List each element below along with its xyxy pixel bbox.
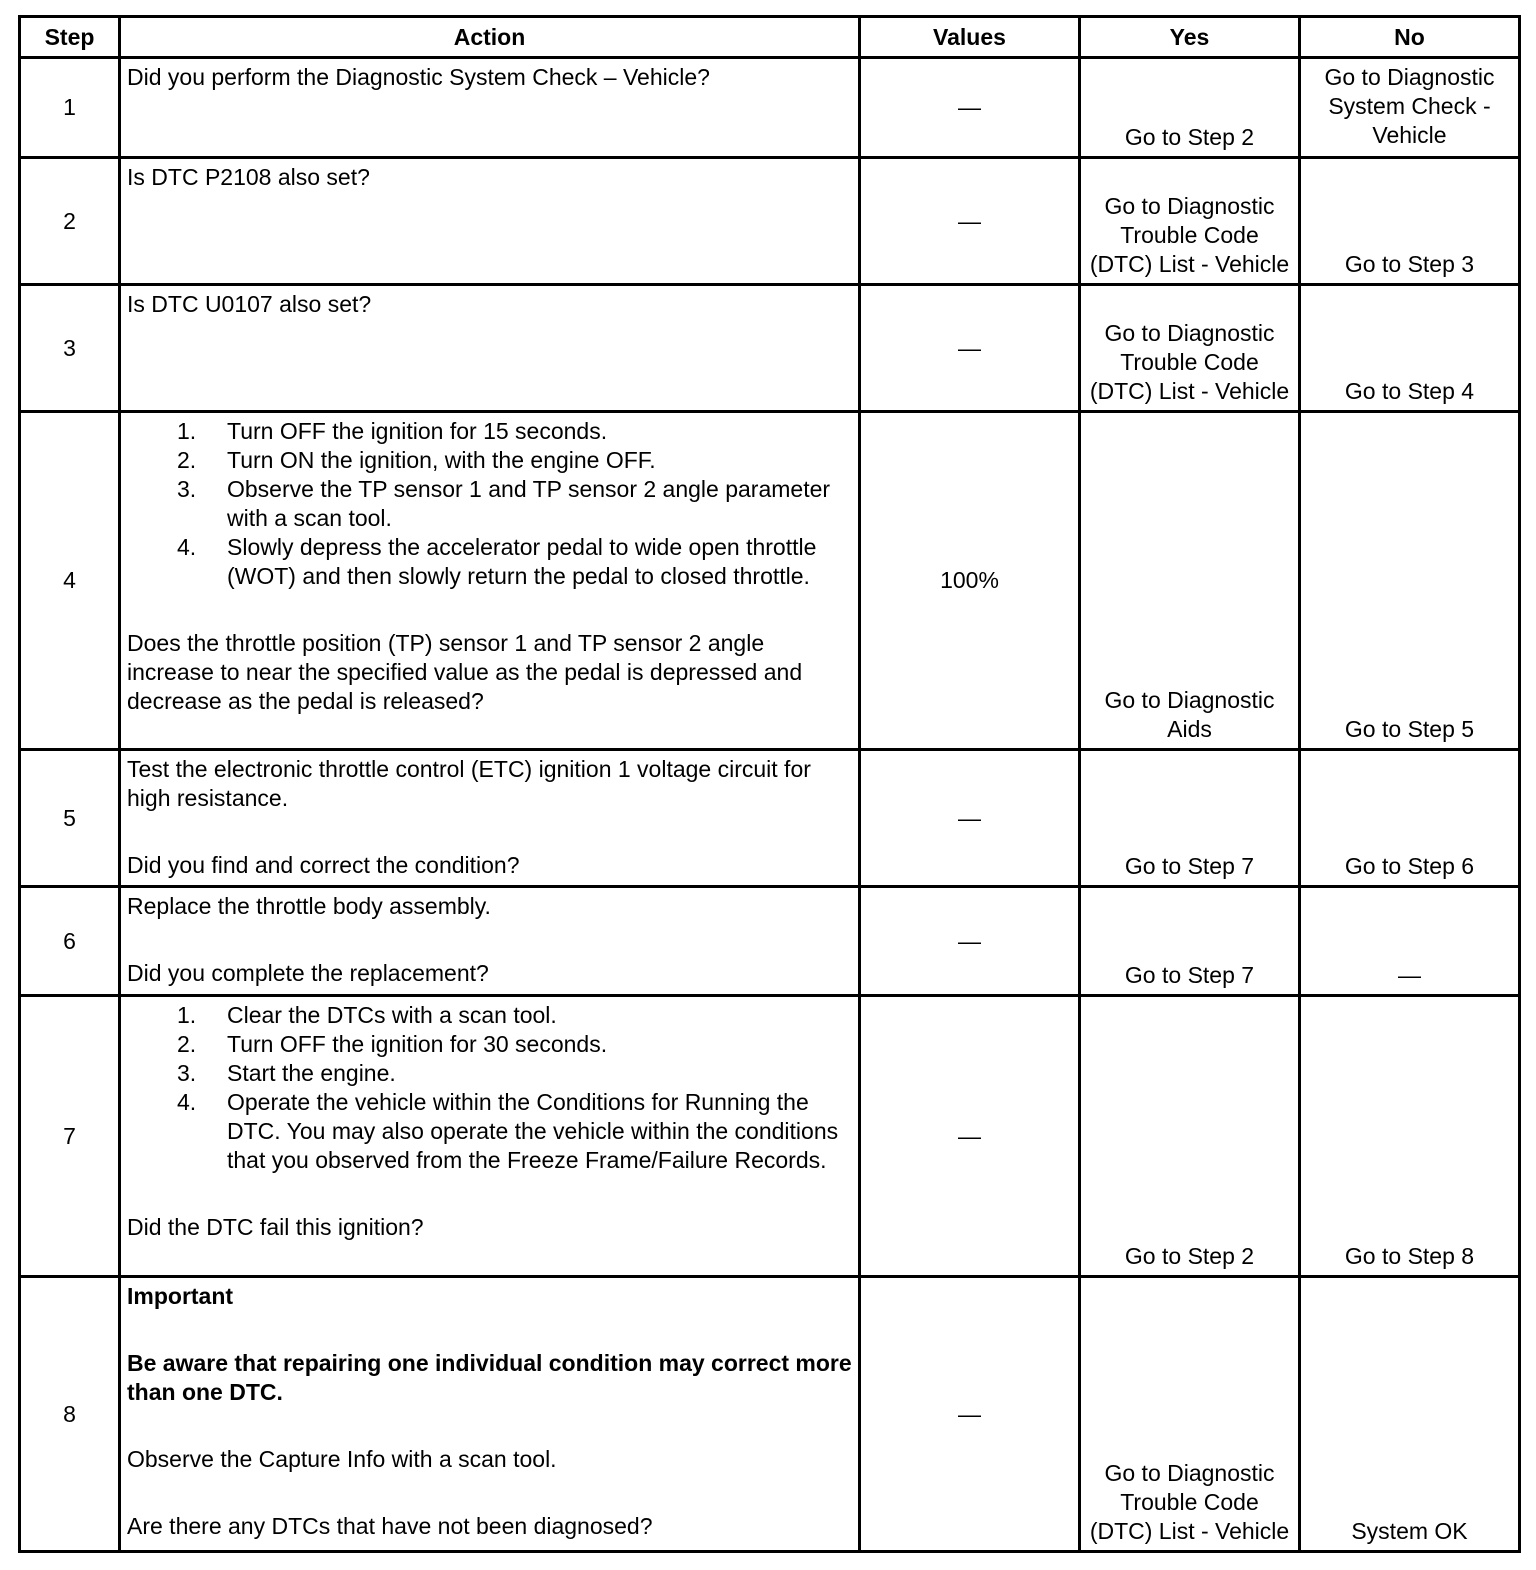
action-cell (120, 412, 860, 750)
yes-cell: Go to Step 2 (1080, 996, 1300, 1277)
header-yes: Yes (1080, 17, 1300, 58)
list-item: 3. Observe the TP sensor 1 and TP sensor 2 angle parameter with a scan tool. (177, 476, 831, 531)
step-number: 2 (20, 158, 120, 285)
action-instruction: Observe the Capture Info with a scan tool. (127, 1446, 557, 1472)
table-row (20, 750, 1520, 887)
list-item: 4. Slowly depress the accelerator pedal to wide open throttle (WOT) and then slowly return the pedal to closed throttle. (177, 534, 817, 589)
value-cell: — (860, 887, 1080, 996)
header-values: Values (860, 17, 1080, 58)
no-cell: Go to Diagnostic System Check - Vehicle (1300, 58, 1520, 158)
header-step: Step (20, 17, 120, 58)
value-cell: — (860, 285, 1080, 412)
action-cell (120, 158, 860, 285)
value-cell: — (860, 158, 1080, 285)
list-item: 4. Operate the vehicle within the Conditions for Running the DTC. You may also operate the vehicle within the conditions that you observed from the Freeze Frame/Failure Records. (177, 1089, 839, 1173)
yes-cell: Go to Step 2 (1080, 58, 1300, 158)
action-question: Is DTC P2108 also set? (127, 164, 370, 190)
procedure-list (127, 417, 852, 591)
no-cell: Go to Step 8 (1300, 996, 1520, 1277)
procedure-list (127, 1001, 852, 1175)
yes-cell: Go to Step 7 (1080, 887, 1300, 996)
table-row (20, 996, 1520, 1277)
action-instruction: Replace the throttle body assembly. (127, 893, 491, 919)
important-label: Important (127, 1283, 234, 1309)
no-cell: System OK (1300, 1277, 1520, 1552)
action-cell (120, 887, 860, 996)
header-no: No (1300, 17, 1520, 58)
value-cell: 100% (860, 412, 1080, 750)
action-question: Are there any DTCs that have not been diagnosed? (127, 1513, 653, 1539)
table-row (20, 1277, 1520, 1552)
list-item: 2. Turn OFF the ignition for 30 seconds. (177, 1031, 608, 1057)
table-row (20, 58, 1520, 158)
no-cell: — (1300, 887, 1520, 996)
no-cell: Go to Step 5 (1300, 412, 1520, 750)
action-question: Is DTC U0107 also set? (127, 291, 372, 317)
step-number: 3 (20, 285, 120, 412)
action-cell (120, 58, 860, 158)
step-number: 4 (20, 412, 120, 750)
step-number: 8 (20, 1277, 120, 1552)
action-cell (120, 750, 860, 887)
value-cell: — (860, 996, 1080, 1277)
value-cell: — (860, 750, 1080, 887)
action-instruction: Test the electronic throttle control (ETC) ignition 1 voltage circuit for high resistance. (127, 756, 811, 811)
no-cell: Go to Step 4 (1300, 285, 1520, 412)
header-action: Action (120, 17, 860, 58)
table-row (20, 158, 1520, 285)
yes-cell: Go to Diagnostic Trouble Code (DTC) List - Vehicle (1080, 158, 1300, 285)
action-cell (120, 996, 860, 1277)
table-row (20, 887, 1520, 996)
list-item: 1. Turn OFF the ignition for 15 seconds. (177, 418, 608, 444)
diagnostic-table (18, 15, 1521, 1553)
step-number: 1 (20, 58, 120, 158)
table-row (20, 285, 1520, 412)
header-row (20, 17, 1520, 58)
step-number: 6 (20, 887, 120, 996)
action-question: Did you perform the Diagnostic System Check – Vehicle? (127, 64, 710, 90)
step-number: 5 (20, 750, 120, 887)
yes-cell: Go to Step 7 (1080, 750, 1300, 887)
action-cell (120, 285, 860, 412)
table-row (20, 412, 1520, 750)
action-question: Does the throttle position (TP) sensor 1 and TP sensor 2 angle increase to near the specified value as the pedal is depressed and decrease as the pedal is released? (127, 630, 803, 714)
no-cell: Go to Step 3 (1300, 158, 1520, 285)
value-cell: — (860, 1277, 1080, 1552)
list-item: 3. Start the engine. (177, 1060, 396, 1086)
important-note: Be aware that repairing one individual condition may correct more than one DTC. (127, 1350, 852, 1405)
yes-cell: Go to Diagnostic Aids (1080, 412, 1300, 750)
yes-cell: Go to Diagnostic Trouble Code (DTC) List - Vehicle (1080, 285, 1300, 412)
value-cell: — (860, 58, 1080, 158)
list-item: 1. Clear the DTCs with a scan tool. (177, 1002, 557, 1028)
action-cell (120, 1277, 860, 1552)
step-number: 7 (20, 996, 120, 1277)
action-question: Did you find and correct the condition? (127, 852, 520, 878)
action-question: Did you complete the replacement? (127, 960, 489, 986)
action-question: Did the DTC fail this ignition? (127, 1214, 424, 1240)
no-cell: Go to Step 6 (1300, 750, 1520, 887)
list-item: 2. Turn ON the ignition, with the engine OFF. (177, 447, 656, 473)
yes-cell: Go to Diagnostic Trouble Code (DTC) List - Vehicle (1080, 1277, 1300, 1552)
